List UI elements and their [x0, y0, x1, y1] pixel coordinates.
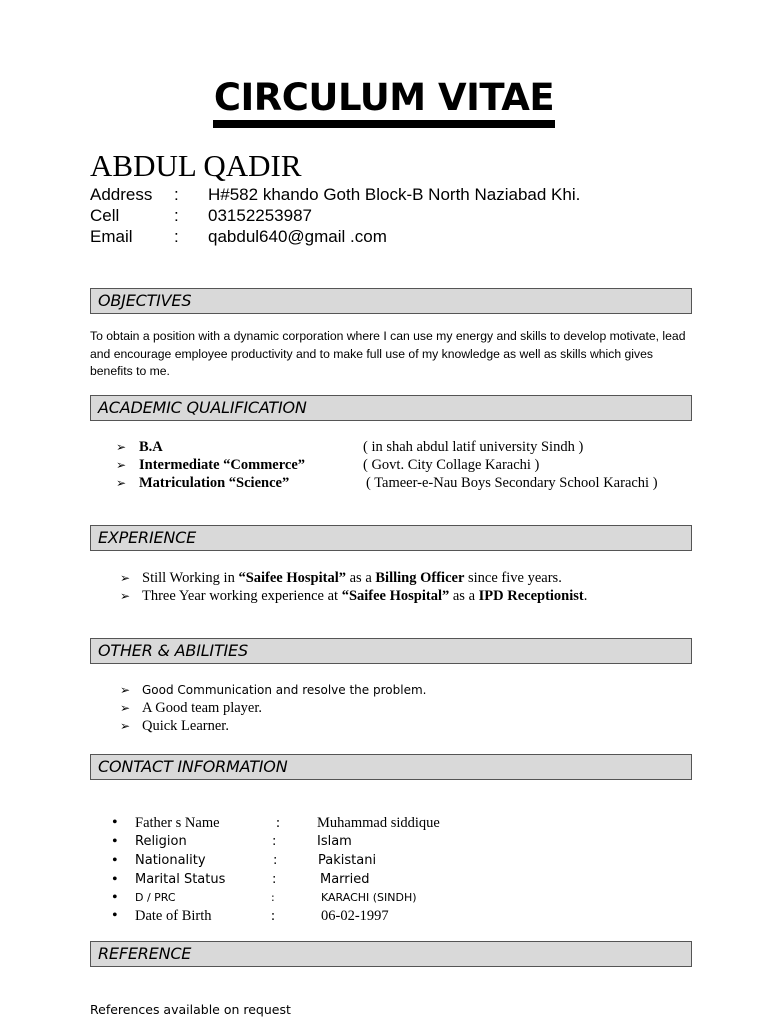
applicant-name: ABDUL QADIR [90, 148, 302, 183]
section-header-contact-information [90, 754, 692, 780]
academic-item [0, 474, 768, 492]
cell-label: Cell [90, 206, 120, 225]
academic-institution: ( Tameer-e-Nau Boys Secondary School Karachi ) [366, 475, 658, 491]
cell-colon: : [174, 206, 179, 225]
bullet-dot-icon: • [112, 814, 118, 831]
section-title: REFERENCE [98, 944, 192, 963]
info-value: Islam [317, 834, 352, 849]
cell-value: 03152253987 [208, 206, 313, 225]
section-header-experience [90, 525, 692, 551]
bullet-dot-icon: • [112, 871, 118, 888]
experience-role: Billing Officer [375, 570, 465, 586]
info-value: Married [320, 872, 370, 887]
info-value: 06-02-1997 [321, 908, 389, 924]
info-value: Pakistani [318, 853, 377, 868]
document-title [0, 76, 768, 128]
info-key: Marital Status [135, 872, 226, 887]
info-colon: : [272, 834, 277, 849]
reference-text: References available on request [90, 1002, 291, 1017]
section-header-objectives [90, 288, 692, 314]
info-colon: : [271, 891, 275, 904]
bullet-dot-icon: • [112, 833, 118, 850]
section-header-reference [90, 941, 692, 967]
section-title: CONTACT INFORMATION [98, 757, 288, 776]
section-title: EXPERIENCE [98, 528, 197, 547]
experience-text [142, 569, 562, 587]
info-colon: : [271, 908, 276, 924]
experience-text-part: . [583, 588, 588, 604]
academic-item [0, 438, 768, 456]
arrow-bullet-icon: ➢ [116, 458, 127, 472]
academic-item [0, 456, 768, 474]
title-text: CIRCULUM VITAE [213, 76, 555, 128]
academic-degree: B.A [139, 439, 163, 455]
experience-text-part: since five years. [464, 570, 562, 586]
info-value: Muhammad siddique [317, 815, 440, 831]
academic-degree: Matriculation “Science” [139, 475, 290, 491]
section-header-abilities [90, 638, 692, 664]
bullet-dot-icon: • [112, 852, 118, 869]
email-colon: : [174, 227, 179, 246]
section-header-academic [90, 395, 692, 421]
arrow-bullet-icon: ➢ [120, 683, 131, 697]
section-title: ACADEMIC QUALIFICATION [98, 398, 307, 417]
objective-paragraph: To obtain a position with a dynamic corporation where I can use my energy and skills to develop motivate, lead and encourage employee productivity and to make full use of my knowledge as well as skills which gives benefits to me. [90, 329, 686, 378]
section-title: OTHER & ABILITIES [98, 641, 248, 660]
bullet-dot-icon: • [112, 907, 118, 924]
arrow-bullet-icon: ➢ [120, 571, 131, 585]
experience-role: IPD Receptionist [478, 588, 584, 604]
info-value: KARACHI (SINDH) [321, 891, 417, 904]
info-colon: : [272, 872, 277, 887]
address-label: Address [90, 185, 153, 204]
address-colon: : [174, 185, 179, 204]
experience-text-part: as a [346, 570, 376, 586]
academic-institution: ( Govt. City Collage Karachi ) [363, 457, 540, 473]
ability-text: Good Communication and resolve the problem. [142, 683, 427, 697]
address-value: H#582 khando Goth Block-B North Naziabad Khi. [208, 185, 581, 204]
info-key: Nationality [135, 853, 206, 868]
email-value: qabdul640@gmail .com [208, 227, 387, 246]
academic-institution: ( in shah abdul latif university Sindh ) [363, 439, 584, 455]
arrow-bullet-icon: ➢ [120, 701, 131, 715]
ability-text: Quick Learner. [142, 718, 229, 734]
arrow-bullet-icon: ➢ [120, 589, 131, 603]
arrow-bullet-icon: ➢ [116, 476, 127, 490]
info-colon: : [273, 853, 278, 868]
experience-employer: “Saifee Hospital” [341, 588, 450, 604]
section-title: OBJECTIVES [98, 291, 192, 310]
info-key: Religion [135, 834, 187, 849]
arrow-bullet-icon: ➢ [120, 719, 131, 733]
experience-text-part: Three Year working experience at [142, 588, 342, 604]
experience-text [142, 587, 587, 605]
experience-text-part: as a [449, 588, 479, 604]
info-key: D / PRC [135, 891, 176, 904]
info-colon: : [276, 815, 281, 831]
info-key: Date of Birth [135, 908, 212, 924]
info-key: Father s Name [135, 815, 220, 831]
experience-text-part: Still Working in [142, 570, 239, 586]
email-label: Email [90, 227, 133, 246]
arrow-bullet-icon: ➢ [116, 440, 127, 454]
bullet-dot-icon: • [112, 889, 118, 906]
academic-degree: Intermediate “Commerce” [139, 457, 306, 473]
experience-employer: “Saifee Hospital” [238, 570, 346, 586]
ability-text: A Good team player. [142, 700, 263, 716]
